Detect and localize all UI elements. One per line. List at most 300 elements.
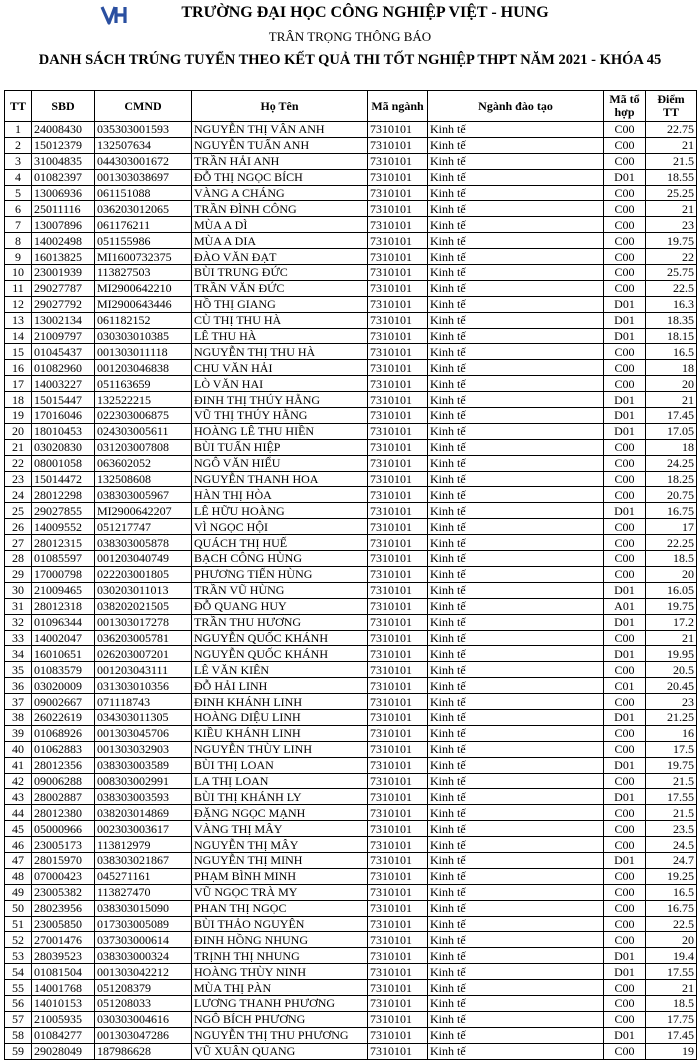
cell-sbd: 26022619	[32, 709, 95, 725]
cell-ho-ten: BÙI THỊ LOAN	[192, 757, 368, 773]
cell-cmnd: 001303047286	[95, 1027, 192, 1043]
table-row	[5, 837, 697, 853]
cell-ma-to-hop: D01	[604, 964, 646, 980]
cell-ma-to-hop: D01	[604, 852, 646, 868]
cell-tt: 28	[5, 551, 32, 567]
table-row	[5, 884, 697, 900]
cell-cmnd: 038303015090	[95, 900, 192, 916]
cell-sbd: 15014472	[32, 471, 95, 487]
cell-sbd: 01062883	[32, 741, 95, 757]
table-row	[5, 598, 697, 614]
cell-diem-tt: 18	[646, 439, 697, 455]
cell-ma-nganh: 7310101	[368, 598, 428, 614]
cell-nganh-dao-tao: Kinh tế	[428, 837, 604, 853]
cell-tt: 24	[5, 487, 32, 503]
cell-ma-to-hop: C00	[604, 519, 646, 535]
cell-cmnd: MI2900642207	[95, 503, 192, 519]
cell-nganh-dao-tao: Kinh tế	[428, 1027, 604, 1043]
cell-ho-ten: NGÔ VĂN HIỂU	[192, 455, 368, 471]
cell-ma-nganh: 7310101	[368, 582, 428, 598]
cell-tt: 58	[5, 1027, 32, 1043]
table-row	[5, 328, 697, 344]
cell-tt: 1	[5, 122, 32, 138]
cell-tt: 30	[5, 582, 32, 598]
cell-ho-ten: BÙI THẢO NGUYÊN	[192, 916, 368, 932]
cell-nganh-dao-tao: Kinh tế	[428, 821, 604, 837]
cell-ho-ten: QUÁCH THỊ HUẾ	[192, 535, 368, 551]
cell-tt: 39	[5, 725, 32, 741]
cell-ma-nganh: 7310101	[368, 805, 428, 821]
cell-nganh-dao-tao: Kinh tế	[428, 280, 604, 296]
cell-ma-nganh: 7310101	[368, 995, 428, 1011]
col-header-ho-ten: Họ Tên	[192, 91, 368, 122]
cell-cmnd: 001303032903	[95, 741, 192, 757]
cell-ho-ten: TRỊNH THỊ NHUNG	[192, 948, 368, 964]
cell-diem-tt: 17.45	[646, 408, 697, 424]
cell-sbd: 01068926	[32, 725, 95, 741]
cell-sbd: 13006936	[32, 185, 95, 201]
table-row	[5, 296, 697, 312]
cell-cmnd: 038203014869	[95, 805, 192, 821]
table-row	[5, 725, 697, 741]
cell-sbd: 28012315	[32, 535, 95, 551]
table-row	[5, 265, 697, 281]
cell-ma-nganh: 7310101	[368, 312, 428, 328]
col-header-diem-tt: Điểm TT	[646, 91, 697, 122]
table-row	[5, 868, 697, 884]
cell-tt: 50	[5, 900, 32, 916]
cell-diem-tt: 24.25	[646, 455, 697, 471]
table-row	[5, 233, 697, 249]
cell-tt: 42	[5, 773, 32, 789]
table-row	[5, 757, 697, 773]
table-row	[5, 487, 697, 503]
cell-ma-to-hop: C00	[604, 630, 646, 646]
cell-ma-nganh: 7310101	[368, 487, 428, 503]
cell-ma-to-hop: C00	[604, 455, 646, 471]
cell-diem-tt: 17.55	[646, 964, 697, 980]
cell-ma-nganh: 7310101	[368, 376, 428, 392]
cell-tt: 7	[5, 217, 32, 233]
cell-ho-ten: TRẦN THU HƯƠNG	[192, 614, 368, 630]
cell-cmnd: 001303038697	[95, 169, 192, 185]
table-row	[5, 376, 697, 392]
cell-tt: 4	[5, 169, 32, 185]
cell-nganh-dao-tao: Kinh tế	[428, 217, 604, 233]
cell-diem-tt: 24.5	[646, 837, 697, 853]
cell-diem-tt: 20	[646, 566, 697, 582]
cell-cmnd: 071118743	[95, 694, 192, 710]
cell-sbd: 09006288	[32, 773, 95, 789]
cell-diem-tt: 22	[646, 249, 697, 265]
table-row	[5, 566, 697, 582]
cell-ho-ten: ĐỖ THỊ NGỌC BÍCH	[192, 169, 368, 185]
table-row	[5, 582, 697, 598]
cell-ma-to-hop: D01	[604, 614, 646, 630]
cell-cmnd: 051208379	[95, 980, 192, 996]
cell-nganh-dao-tao: Kinh tế	[428, 344, 604, 360]
table-row	[5, 916, 697, 932]
cell-sbd: 21009465	[32, 582, 95, 598]
cell-ma-to-hop: C00	[604, 376, 646, 392]
cell-ma-to-hop: C00	[604, 233, 646, 249]
cell-tt: 27	[5, 535, 32, 551]
cell-nganh-dao-tao: Kinh tế	[428, 455, 604, 471]
cell-ma-to-hop: C00	[604, 995, 646, 1011]
table-row	[5, 423, 697, 439]
cell-tt: 47	[5, 852, 32, 868]
cell-nganh-dao-tao: Kinh tế	[428, 1043, 604, 1059]
cell-cmnd: 038202021505	[95, 598, 192, 614]
cell-diem-tt: 21	[646, 392, 697, 408]
table-row	[5, 773, 697, 789]
cell-nganh-dao-tao: Kinh tế	[428, 233, 604, 249]
table-row	[5, 630, 697, 646]
cell-nganh-dao-tao: Kinh tế	[428, 1011, 604, 1027]
cell-diem-tt: 23.5	[646, 821, 697, 837]
cell-nganh-dao-tao: Kinh tế	[428, 995, 604, 1011]
cell-sbd: 14002047	[32, 630, 95, 646]
cell-cmnd: 024303005611	[95, 423, 192, 439]
cell-ma-nganh: 7310101	[368, 868, 428, 884]
cell-ma-to-hop: C00	[604, 868, 646, 884]
cell-sbd: 13007896	[32, 217, 95, 233]
cell-ma-to-hop: D01	[604, 312, 646, 328]
cell-ma-to-hop: D01	[604, 296, 646, 312]
cell-sbd: 28012356	[32, 757, 95, 773]
cell-tt: 8	[5, 233, 32, 249]
cell-tt: 5	[5, 185, 32, 201]
cell-cmnd: 038303021867	[95, 852, 192, 868]
cell-nganh-dao-tao: Kinh tế	[428, 678, 604, 694]
cell-ma-nganh: 7310101	[368, 932, 428, 948]
cell-ma-to-hop: D01	[604, 789, 646, 805]
cell-ho-ten: ĐỖ QUANG HUY	[192, 598, 368, 614]
cell-sbd: 17016046	[32, 408, 95, 424]
cell-cmnd: 001203046838	[95, 360, 192, 376]
cell-tt: 3	[5, 153, 32, 169]
cell-cmnd: 030303004616	[95, 1011, 192, 1027]
cell-tt: 43	[5, 789, 32, 805]
cell-ma-nganh: 7310101	[368, 201, 428, 217]
cell-ma-nganh: 7310101	[368, 360, 428, 376]
table-row	[5, 1011, 697, 1027]
cell-ma-nganh: 7310101	[368, 1027, 428, 1043]
cell-diem-tt: 17.55	[646, 789, 697, 805]
cell-ma-to-hop: A01	[604, 598, 646, 614]
cell-ho-ten: VÀNG THỊ MÂY	[192, 821, 368, 837]
cell-tt: 10	[5, 265, 32, 281]
cell-ho-ten: HOÀNG LÊ THU HIỀN	[192, 423, 368, 439]
cell-ho-ten: LÊ THU HÀ	[192, 328, 368, 344]
table-row	[5, 455, 697, 471]
cell-nganh-dao-tao: Kinh tế	[428, 725, 604, 741]
cell-ho-ten: ĐỖ HẢI LINH	[192, 678, 368, 694]
cell-sbd: 16010651	[32, 646, 95, 662]
cell-ma-nganh: 7310101	[368, 980, 428, 996]
cell-ma-nganh: 7310101	[368, 280, 428, 296]
cell-ma-to-hop: C00	[604, 1011, 646, 1027]
cell-sbd: 03020830	[32, 439, 95, 455]
cell-ma-nganh: 7310101	[368, 249, 428, 265]
cell-ma-nganh: 7310101	[368, 185, 428, 201]
cell-nganh-dao-tao: Kinh tế	[428, 662, 604, 678]
cell-diem-tt: 21.5	[646, 805, 697, 821]
cell-ho-ten: KIỀU KHÁNH LINH	[192, 725, 368, 741]
cell-sbd: 29027792	[32, 296, 95, 312]
document-title: DANH SÁCH TRÚNG TUYỂN THEO KẾT QUẢ THI TỐT NGHIỆP THPT NĂM 2021 - KHÓA 45	[38, 52, 662, 68]
cell-nganh-dao-tao: Kinh tế	[428, 503, 604, 519]
cell-nganh-dao-tao: Kinh tế	[428, 582, 604, 598]
cell-cmnd: 034303011305	[95, 709, 192, 725]
cell-cmnd: 022203001805	[95, 566, 192, 582]
table-row	[5, 1027, 697, 1043]
cell-tt: 53	[5, 948, 32, 964]
cell-nganh-dao-tao: Kinh tế	[428, 137, 604, 153]
cell-cmnd: 132507634	[95, 137, 192, 153]
cell-ma-nganh: 7310101	[368, 439, 428, 455]
col-header-tt: TT	[5, 91, 32, 122]
cell-sbd: 14009552	[32, 519, 95, 535]
cell-diem-tt: 17.75	[646, 1011, 697, 1027]
cell-nganh-dao-tao: Kinh tế	[428, 948, 604, 964]
cell-cmnd: 113812979	[95, 837, 192, 853]
cell-ho-ten: NGUYỄN THỊ THU HÀ	[192, 344, 368, 360]
cell-cmnd: 022303006875	[95, 408, 192, 424]
cell-ma-nganh: 7310101	[368, 964, 428, 980]
cell-diem-tt: 17.45	[646, 1027, 697, 1043]
cell-tt: 18	[5, 392, 32, 408]
cell-cmnd: 008303002991	[95, 773, 192, 789]
table-row	[5, 964, 697, 980]
table-row	[5, 471, 697, 487]
cell-cmnd: 187986628	[95, 1043, 192, 1059]
cell-cmnd: 001303045706	[95, 725, 192, 741]
cell-ma-nganh: 7310101	[368, 535, 428, 551]
cell-ho-ten: NGUYỄN THỊ VÂN ANH	[192, 122, 368, 138]
cell-ma-nganh: 7310101	[368, 122, 428, 138]
cell-ho-ten: NGUYỄN TUẤN ANH	[192, 137, 368, 153]
table-row	[5, 1043, 697, 1059]
cell-ma-to-hop: C00	[604, 185, 646, 201]
cell-nganh-dao-tao: Kinh tế	[428, 757, 604, 773]
cell-ma-nganh: 7310101	[368, 948, 428, 964]
table-header-row	[5, 91, 697, 122]
cell-nganh-dao-tao: Kinh tế	[428, 852, 604, 868]
cell-tt: 55	[5, 980, 32, 996]
cell-ma-to-hop: C00	[604, 821, 646, 837]
cell-cmnd: 001303017278	[95, 614, 192, 630]
cell-cmnd: 038303000324	[95, 948, 192, 964]
cell-ma-to-hop: C00	[604, 551, 646, 567]
cell-diem-tt: 20	[646, 376, 697, 392]
cell-diem-tt: 18.5	[646, 995, 697, 1011]
cell-cmnd: 038303005967	[95, 487, 192, 503]
cell-cmnd: MI1600732375	[95, 249, 192, 265]
cell-ma-to-hop: C00	[604, 201, 646, 217]
cell-nganh-dao-tao: Kinh tế	[428, 598, 604, 614]
cell-cmnd: MI2900643446	[95, 296, 192, 312]
cell-nganh-dao-tao: Kinh tế	[428, 265, 604, 281]
cell-diem-tt: 21.25	[646, 709, 697, 725]
cell-ma-to-hop: D01	[604, 757, 646, 773]
cell-tt: 56	[5, 995, 32, 1011]
cell-diem-tt: 17.5	[646, 741, 697, 757]
cell-ma-nganh: 7310101	[368, 471, 428, 487]
cell-diem-tt: 21	[646, 630, 697, 646]
cell-diem-tt: 18.5	[646, 551, 697, 567]
cell-tt: 26	[5, 519, 32, 535]
table-row	[5, 551, 697, 567]
cell-cmnd: 036203005781	[95, 630, 192, 646]
table-row	[5, 392, 697, 408]
cell-sbd: 28039523	[32, 948, 95, 964]
cell-tt: 44	[5, 805, 32, 821]
cell-nganh-dao-tao: Kinh tế	[428, 805, 604, 821]
cell-ma-nganh: 7310101	[368, 169, 428, 185]
cell-nganh-dao-tao: Kinh tế	[428, 932, 604, 948]
cell-ho-ten: LÊ HỮU HOÀNG	[192, 503, 368, 519]
cell-cmnd: 061151088	[95, 185, 192, 201]
table-row	[5, 344, 697, 360]
cell-sbd: 13002134	[32, 312, 95, 328]
cell-ma-nganh: 7310101	[368, 408, 428, 424]
cell-ma-nganh: 7310101	[368, 837, 428, 853]
cell-cmnd: 132508608	[95, 471, 192, 487]
cell-ma-to-hop: C00	[604, 487, 646, 503]
cell-nganh-dao-tao: Kinh tế	[428, 709, 604, 725]
cell-ma-nganh: 7310101	[368, 153, 428, 169]
cell-ma-to-hop: C00	[604, 249, 646, 265]
cell-cmnd: 037303000614	[95, 932, 192, 948]
cell-sbd: 23005850	[32, 916, 95, 932]
cell-ho-ten: MÙA A DIA	[192, 233, 368, 249]
cell-tt: 34	[5, 646, 32, 662]
table-row	[5, 408, 697, 424]
cell-nganh-dao-tao: Kinh tế	[428, 964, 604, 980]
cell-nganh-dao-tao: Kinh tế	[428, 392, 604, 408]
cell-ma-to-hop: D01	[604, 169, 646, 185]
cell-ho-ten: HOÀNG DIỆU LINH	[192, 709, 368, 725]
cell-ho-ten: HÀN THỊ HÒA	[192, 487, 368, 503]
cell-ma-to-hop: D01	[604, 423, 646, 439]
cell-tt: 12	[5, 296, 32, 312]
cell-nganh-dao-tao: Kinh tế	[428, 900, 604, 916]
col-header-cmnd: CMND	[95, 91, 192, 122]
cell-ma-to-hop: D01	[604, 709, 646, 725]
cell-ma-to-hop: C00	[604, 837, 646, 853]
cell-nganh-dao-tao: Kinh tế	[428, 566, 604, 582]
cell-ho-ten: CHU VĂN HẢI	[192, 360, 368, 376]
cell-nganh-dao-tao: Kinh tế	[428, 773, 604, 789]
cell-ma-to-hop: D01	[604, 328, 646, 344]
table-row	[5, 678, 697, 694]
document-header	[0, 0, 700, 90]
cell-cmnd: 051155986	[95, 233, 192, 249]
cell-tt: 22	[5, 455, 32, 471]
cell-cmnd: 001203040749	[95, 551, 192, 567]
cell-diem-tt: 21	[646, 137, 697, 153]
cell-ma-nganh: 7310101	[368, 566, 428, 582]
cell-nganh-dao-tao: Kinh tế	[428, 630, 604, 646]
cell-diem-tt: 16	[646, 725, 697, 741]
cell-ma-nganh: 7310101	[368, 852, 428, 868]
cell-diem-tt: 17.2	[646, 614, 697, 630]
cell-sbd: 28015970	[32, 852, 95, 868]
cell-cmnd: 063602052	[95, 455, 192, 471]
cell-ma-to-hop: D01	[604, 582, 646, 598]
table-row	[5, 217, 697, 233]
cell-tt: 52	[5, 932, 32, 948]
cell-sbd: 28012318	[32, 598, 95, 614]
cell-cmnd: 132522215	[95, 392, 192, 408]
cell-ma-nganh: 7310101	[368, 709, 428, 725]
cell-nganh-dao-tao: Kinh tế	[428, 408, 604, 424]
cell-tt: 9	[5, 249, 32, 265]
cell-diem-tt: 16.5	[646, 344, 697, 360]
cell-ho-ten: NGUYỄN THỊ THU PHƯƠNG	[192, 1027, 368, 1043]
cell-diem-tt: 16.05	[646, 582, 697, 598]
table-row	[5, 821, 697, 837]
cell-ma-to-hop: C00	[604, 265, 646, 281]
cell-sbd: 28023956	[32, 900, 95, 916]
cell-ma-nganh: 7310101	[368, 789, 428, 805]
cell-diem-tt: 16.75	[646, 900, 697, 916]
cell-ma-to-hop: C00	[604, 566, 646, 582]
cell-ma-nganh: 7310101	[368, 503, 428, 519]
cell-ho-ten: NGUYỄN THỊ MÂY	[192, 837, 368, 853]
cell-ma-nganh: 7310101	[368, 694, 428, 710]
cell-nganh-dao-tao: Kinh tế	[428, 519, 604, 535]
cell-diem-tt: 19.75	[646, 598, 697, 614]
table-row	[5, 694, 697, 710]
cell-sbd: 23005173	[32, 837, 95, 853]
cell-cmnd: 045271161	[95, 868, 192, 884]
cell-sbd: 28002887	[32, 789, 95, 805]
cell-sbd: 31004835	[32, 153, 95, 169]
cell-tt: 29	[5, 566, 32, 582]
cell-ho-ten: NGUYỄN QUỐC KHÁNH	[192, 646, 368, 662]
cell-diem-tt: 20	[646, 932, 697, 948]
cell-diem-tt: 22.5	[646, 280, 697, 296]
table-row	[5, 614, 697, 630]
cell-ma-to-hop: C00	[604, 439, 646, 455]
cell-ho-ten: ĐINH THỊ THÚY HẰNG	[192, 392, 368, 408]
cell-ma-to-hop: D01	[604, 948, 646, 964]
cell-cmnd: 051208033	[95, 995, 192, 1011]
cell-ma-nganh: 7310101	[368, 1043, 428, 1059]
table-body	[5, 122, 697, 1060]
cell-diem-tt: 19.75	[646, 757, 697, 773]
cell-cmnd: 031203007808	[95, 439, 192, 455]
cell-ma-to-hop: C00	[604, 805, 646, 821]
cell-ma-nganh: 7310101	[368, 773, 428, 789]
cell-diem-tt: 25.25	[646, 185, 697, 201]
table-row	[5, 662, 697, 678]
cell-nganh-dao-tao: Kinh tế	[428, 169, 604, 185]
cell-tt: 51	[5, 916, 32, 932]
cell-cmnd: 002303003617	[95, 821, 192, 837]
cell-ho-ten: VŨ THỊ THÚY HẰNG	[192, 408, 368, 424]
col-header-sbd: SBD	[32, 91, 95, 122]
cell-sbd: 14003227	[32, 376, 95, 392]
cell-tt: 23	[5, 471, 32, 487]
cell-ma-to-hop: C00	[604, 137, 646, 153]
cell-ho-ten: LÊ VĂN KIÊN	[192, 662, 368, 678]
cell-ma-nganh: 7310101	[368, 821, 428, 837]
cell-nganh-dao-tao: Kinh tế	[428, 360, 604, 376]
cell-diem-tt: 19.4	[646, 948, 697, 964]
